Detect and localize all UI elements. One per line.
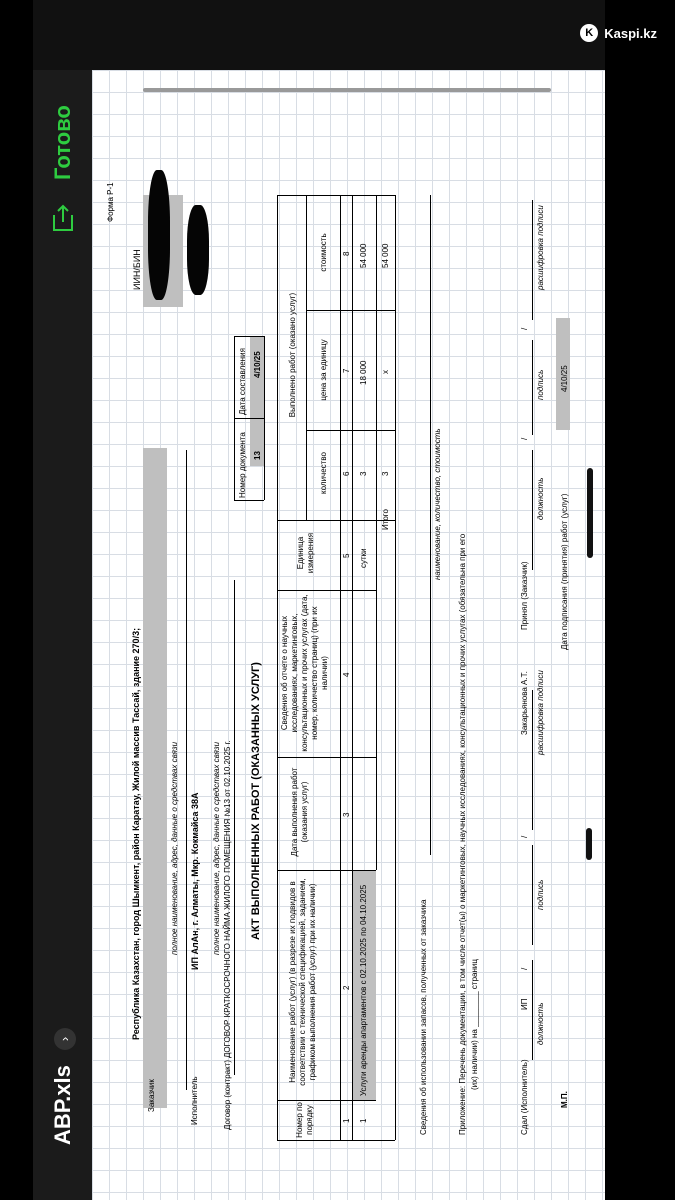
- row-name: Услуги аренды апартаментов с 02.10.2025 по 04.10.2025: [359, 884, 368, 1096]
- header-name: Наименование работ (услуг) (в разрезе их подвидов в соответствии с технической спецификацией, заданием, графиком выполнения работ (услуг) при их наличии): [288, 878, 317, 1086]
- row-cost: 54 000: [359, 243, 368, 268]
- table-border: [277, 1140, 395, 1141]
- signature-line: [532, 200, 533, 320]
- col-num: 2: [342, 985, 351, 990]
- total-qty: 3: [381, 471, 390, 476]
- row-number: 1: [359, 1118, 368, 1123]
- header-unit: Единица измерения: [296, 532, 315, 574]
- customer-cell: [143, 448, 167, 1108]
- contract-underline: [234, 580, 235, 1075]
- executor-underline: [186, 450, 187, 1090]
- file-title: АВР.xls: [50, 1065, 75, 1145]
- table-col-line: [277, 590, 376, 591]
- contract-value: ДОГОВОР КРАТКОСРОЧНОГО НАЙМА ЖИЛОГО ПОМЕЩЕНИЯ №13 от 02.10.2025 г.: [223, 740, 232, 1058]
- table-col-line: [277, 870, 376, 871]
- col-num: 6: [342, 471, 351, 476]
- handed-name: Закарьянова А.Т.: [520, 671, 529, 735]
- viewer-top-strip: [33, 0, 605, 70]
- row-unit: сутки: [359, 548, 368, 568]
- hint-sign: подпись: [536, 879, 545, 910]
- table-col-line: [277, 1100, 376, 1101]
- signature-line: [532, 960, 533, 1060]
- stock-label: Сведения об использовании запасов, полученных от заказчика: [419, 899, 428, 1135]
- signature-line: [532, 690, 533, 830]
- header-price: цена за единицу: [319, 339, 328, 401]
- act-title: АКТ ВЫПОЛНЕННЫХ РАБОТ (ОКАЗАННЫХ УСЛУГ): [250, 662, 262, 940]
- header-cost: стоимость: [319, 233, 328, 272]
- share-icon[interactable]: [50, 203, 76, 233]
- appendix-label: Приложение: Перечень документации, в том числе отчет(ы) о маркетинговых, научных исследованиях, консультационных и прочих услугах (обязательна при его: [458, 533, 467, 1135]
- table-row-line: [376, 195, 377, 870]
- col-num: 1: [342, 1118, 351, 1123]
- redaction-bar: [587, 468, 593, 558]
- doc-box-border: [234, 418, 264, 419]
- hint-position: должность: [536, 1002, 545, 1045]
- header-number: Номер по порядку: [295, 1102, 314, 1138]
- redaction-mark: [187, 205, 209, 295]
- customer-hint: полное наименование, адрес, данные о средствах связи: [170, 741, 179, 955]
- slash: /: [520, 437, 529, 440]
- doc-box-border: [234, 500, 264, 501]
- col-num: 4: [342, 672, 351, 677]
- executor-value: ИП АлАн, г. Алматы, Мкр. Кокмайса 38А: [190, 792, 200, 970]
- stock-hint: наименование, количество, стоимость: [433, 428, 442, 580]
- table-border: [395, 195, 396, 1140]
- table-row-line: [340, 195, 341, 1140]
- doc-box-border: [234, 336, 264, 337]
- mp-label: М.П.: [560, 1091, 569, 1108]
- signature-line: [532, 845, 533, 945]
- slash: /: [520, 967, 529, 970]
- table-row-line: [352, 195, 353, 1140]
- executor-hint: полное наименование, адрес, данные о средствах связи: [212, 741, 221, 955]
- customer-value: Республика Казахстан, город Шымкент, район Каратау, Жилой массив Тассай, здание 270/3;: [131, 627, 141, 1040]
- header-date: Дата выполнения работ (оказания услуг): [290, 767, 309, 857]
- doc-date: 4/10/25: [253, 351, 262, 378]
- hint-sign: подпись: [536, 369, 545, 400]
- col-num: 7: [342, 368, 351, 373]
- row-price: 18 000: [359, 360, 368, 385]
- handed-label: Сдал (Исполнитель): [520, 1059, 529, 1135]
- doc-number-label: Номер документа: [238, 432, 247, 498]
- header-info: Сведения об отчете о научных исследованиях, маркетинговых, консультационных и прочих услугах (дата, номер, количество страниц) (при их наличии): [280, 594, 329, 752]
- signature-line: [532, 340, 533, 435]
- iin-label: ИИН/БИН: [132, 249, 142, 290]
- total-price: х: [381, 370, 390, 374]
- table-border: [277, 195, 278, 1140]
- hint-position: должность: [536, 477, 545, 520]
- hint-decode: расшифровка подписи: [536, 670, 545, 755]
- horizontal-scrollbar[interactable]: [143, 88, 551, 92]
- header-done: Выполнено работ (оказано услуг): [288, 292, 297, 418]
- chevron-down-icon[interactable]: ›: [54, 1028, 76, 1050]
- form-number: Форма Р-1: [106, 182, 115, 222]
- kaspi-logo-icon: K: [580, 24, 598, 42]
- stock-underline: [430, 195, 431, 855]
- hint-decode: расшифровка подписи: [536, 205, 545, 290]
- redaction-mark: [148, 170, 170, 300]
- total-label: Итого: [381, 509, 390, 530]
- slash: /: [520, 327, 529, 330]
- accepted-label: Принял (Заказчик): [520, 561, 529, 630]
- executor-label: Исполнитель: [190, 1076, 199, 1125]
- doc-box-border: [264, 336, 265, 500]
- header-qty: количество: [319, 452, 328, 494]
- col-num: 5: [342, 553, 351, 558]
- col-num: 3: [342, 812, 351, 817]
- col-num: 8: [342, 251, 351, 256]
- table-row-line: [306, 195, 307, 520]
- doc-date-label: Дата составления: [238, 348, 247, 415]
- sign-date-label: Дата подписания (принятия) работ (услуг): [560, 493, 569, 650]
- total-cost: 54 000: [381, 243, 390, 268]
- signature-line: [532, 450, 533, 570]
- watermark-text: Kaspi.kz: [604, 25, 657, 41]
- handed-position: ИП: [520, 998, 529, 1010]
- doc-number: 13: [253, 451, 262, 460]
- watermark: [580, 24, 657, 42]
- slash: /: [520, 835, 529, 838]
- table-col-line: [277, 757, 376, 758]
- table-col-line: [277, 520, 395, 521]
- redaction-bar: [586, 828, 592, 860]
- row-qty: 3: [359, 471, 368, 476]
- contract-label: Договор (контракт): [223, 1059, 232, 1130]
- customer-label: Заказчик: [147, 1079, 156, 1112]
- sign-date: 4/10/25: [560, 365, 569, 392]
- appendix-label-2: (их) наличии) на ________ страниц: [470, 959, 479, 1090]
- done-button[interactable]: Готово: [50, 105, 75, 180]
